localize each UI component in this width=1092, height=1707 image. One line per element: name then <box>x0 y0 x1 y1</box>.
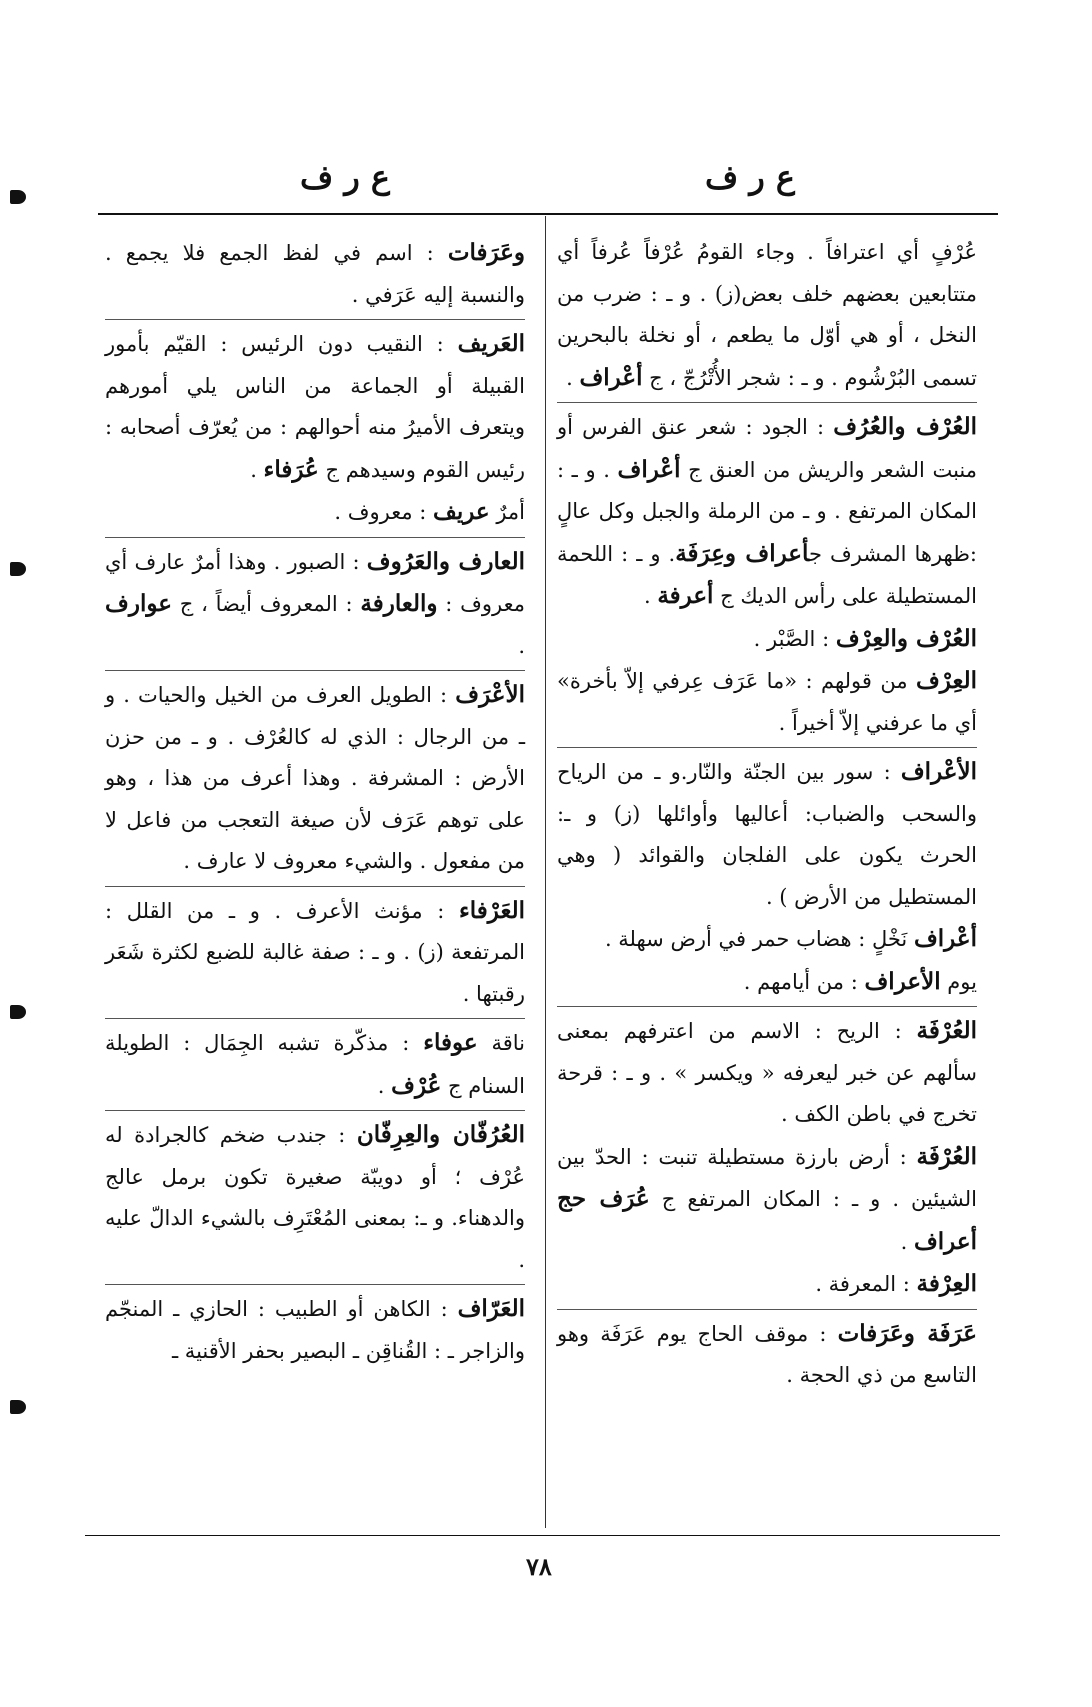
dictionary-entry <box>105 1288 525 1372</box>
dictionary-entry <box>557 660 977 744</box>
entry-separator <box>105 319 525 320</box>
dictionary-entry <box>557 406 977 618</box>
entry-separator <box>105 670 525 671</box>
dictionary-entry <box>557 618 977 661</box>
dictionary-entry <box>557 232 977 399</box>
entry-separator <box>557 402 977 403</box>
headword: والعارفة <box>360 590 438 617</box>
right-column <box>557 232 977 1397</box>
definition-text: من قولهم : «ما عَرَف عِرفي إلاّ بأخرة» أي ما عرفني إلاّ أخيراً . <box>557 669 977 735</box>
headword: أعْراف <box>579 363 643 391</box>
definition-text: ناقة <box>477 1031 526 1055</box>
definition-text: . <box>643 584 658 608</box>
definition-text: عُرْفٍ أي اعترافاً . وجاء القومُ عُرْفاً عُرفاً أي متتابعين بعضهم خلف بعض(ز) . و ـ : ضرب من النخل ، أو هي أوّل ما يطعم ، أو نخلة بالبحرين تسمى البُرْشُوم . و ـ : شجر الأُتْرُجّ ، ج <box>557 240 977 390</box>
definition-text: : الجود : شعر عنق الفرس أو منبت الشعر والريش من العنق ج <box>557 415 977 482</box>
dictionary-entry <box>105 541 525 668</box>
headword: عُرَف حج أعراف <box>557 1185 977 1255</box>
headword: عَرَفَة وعَرَفات <box>837 1319 977 1347</box>
definition-text: : الطويل العرف من الخيل والحيات . و ـ من الرجال : الذي له كالعُرْف . و ـ من حزن الأرض : المشرفة . وهذا أعرف من هذا ، وهو على توهم عَرَف لأن صيغة التعجب من فاعل لا من مفعول . والشيء معروف لا عارف . <box>105 683 525 873</box>
headword: أعْراف <box>913 925 977 952</box>
header-root-right: ع ر ف <box>705 158 795 196</box>
headword: أعرفة <box>657 582 714 609</box>
definition-text: . <box>566 365 580 390</box>
headword: الأعْرَف <box>455 681 525 708</box>
definition-text: يوم <box>940 969 977 994</box>
definition-text: أمرٌ <box>489 500 525 524</box>
definition-text: : النقيب دون الرئيس : القيّم بأمور القبيلة أو الجماعة من الناس يلي أمورهم ويتعرف الأميرُ منه أحوالهم : من يُعرّف أصحابه : رئيس القوم وسيدهم ج <box>105 332 525 482</box>
definition-text: : مذكّرة تشبه الجِمَال : الطويلة السنام ج <box>105 1031 525 1098</box>
margin-mark <box>10 1005 26 1019</box>
definition-text: . و ـ : المكان المرتفع . و ـ من الرملة والجبل وكل عالٍ :ظهرها المشرف ج <box>557 457 978 566</box>
definition-text: : المعرفة . <box>815 1272 917 1296</box>
headword: العِرْفة <box>916 1270 977 1297</box>
top-rule <box>98 213 998 215</box>
dictionary-entry <box>557 1313 977 1397</box>
headword: الأعراف <box>864 967 941 995</box>
headword: العَرْفاء <box>458 896 525 924</box>
definition-text: : الصبور . وهذا أمرٌ عارف أي معروف : <box>105 549 525 616</box>
dictionary-entry <box>105 323 525 491</box>
headword: أعْراف <box>617 455 681 483</box>
definition-text: : من أيامهم . <box>743 969 865 994</box>
definition-text: : الكاهن أو الطبيب : الحازي ـ المنجّم والزاجر ـ : القُناقِن ـ البصير بحفر الأقنية ـ <box>105 1297 525 1363</box>
headword: العُرُفّان والعِرِفّان <box>356 1121 525 1148</box>
definition-text: : الريح : الاسم من اعترفهم بمعنى سألهم عن خبر ليعرفه « ويكسر » . و ـ : قرحة تخرج في باطن الكف . <box>557 1019 977 1126</box>
definition-text: نَخْلٍ : هضاب حمر في أرض سهلة . <box>604 927 914 951</box>
definition-text: : المعروف أيضاً ، ج <box>171 592 361 616</box>
definition-text: : معروف . <box>334 500 434 524</box>
headword: عوفاء <box>423 1029 478 1056</box>
headword: العِرْف <box>915 667 977 694</box>
definition-text: : اسم في لفظ الجمع فلا يجمع . والنسبة إليه عَرَفي . <box>105 241 525 307</box>
definition-text: : الصَّبْر . <box>753 626 836 651</box>
headword: العُرْفَة <box>916 1017 977 1044</box>
dictionary-entry <box>105 491 525 534</box>
definition-text: . <box>377 1073 392 1098</box>
definition-text: . <box>518 633 525 658</box>
dictionary-entry <box>105 232 525 316</box>
headword: العَريف <box>457 330 525 357</box>
headword: عُرْف <box>391 1071 442 1099</box>
dictionary-entry <box>557 918 977 961</box>
dictionary-entry <box>557 961 977 1004</box>
headword: وعَرَفات <box>447 239 525 266</box>
entry-separator <box>105 1018 525 1019</box>
dictionary-entry <box>105 674 525 883</box>
definition-text: : سور بين الجنّة والنّار.و ـ من الرياح والسحب والضباب: أعاليها وأوائلها (ز) و ـ: الحرث يكون على الفلجان والقوائد ( وهي المستطيل من الأرض ) . <box>557 760 977 909</box>
entry-separator <box>557 1309 977 1310</box>
margin-mark <box>10 562 26 576</box>
headword: العُرْفَة <box>916 1142 977 1170</box>
dictionary-entry <box>557 1263 977 1306</box>
bottom-rule <box>85 1535 1000 1536</box>
headword: العَرّاف <box>457 1295 525 1322</box>
dictionary-entry <box>557 1136 977 1264</box>
headword: العارف والعَرُوف <box>366 547 525 575</box>
headword: عُرَفاء <box>263 455 319 483</box>
definition-text: : أرض بارزة مستطيلة تنبت : الحدّ بين الشيئين . و ـ : المكان المرتفع ج <box>557 1144 977 1211</box>
definition-text: : جندب ضخم كالجرادة له عُرْف ؛ أو دويبّة صغيرة تكون برمل عالج والدهناء. و ـ: بمعنى المُعْتَرِف بالشيء الدالّ عليه . <box>105 1123 525 1272</box>
dictionary-entry <box>557 751 977 918</box>
margin-mark <box>10 1400 26 1414</box>
headword: العُرْف والعِرْف <box>835 624 977 652</box>
entry-separator <box>105 886 525 887</box>
entry-separator <box>557 1006 977 1007</box>
headword: العُرْف والعُرُف <box>833 413 977 440</box>
column-divider <box>545 216 546 1528</box>
definition-text: : موقف الحاج يوم عَرَفَة وهو التاسع من ذي الحجة . <box>557 1321 977 1387</box>
headword: الأعْراف <box>900 758 977 785</box>
definition-text: . <box>900 1229 914 1254</box>
page-number: ٧٨ <box>526 1552 552 1581</box>
dictionary-entry <box>557 1010 977 1136</box>
dictionary-entry <box>105 1114 525 1281</box>
headword: أعراف وعِرَفَة <box>675 539 810 567</box>
entry-separator <box>105 1284 525 1285</box>
entry-separator <box>105 537 525 538</box>
header-root-left: ع ر ف <box>300 158 390 196</box>
entry-separator <box>557 747 977 748</box>
dictionary-entry <box>105 890 525 1016</box>
left-column <box>105 232 525 1372</box>
definition-text: : مؤنث الأعرف . و ـ من القلل : المرتفعة (ز) . و ـ : صفة غالبة للضبع لكثرة شَعَر رقبتها . <box>105 898 525 1006</box>
definition-text: . <box>250 457 264 482</box>
dictionary-entry <box>105 1022 525 1107</box>
margin-mark <box>10 190 26 204</box>
headword: عوارف <box>105 590 172 617</box>
definition-text: . و ـ : اللحمة المستطيلة على رأس الديك ج <box>557 541 977 608</box>
headword: عريف <box>433 498 490 525</box>
entry-separator <box>105 1110 525 1111</box>
